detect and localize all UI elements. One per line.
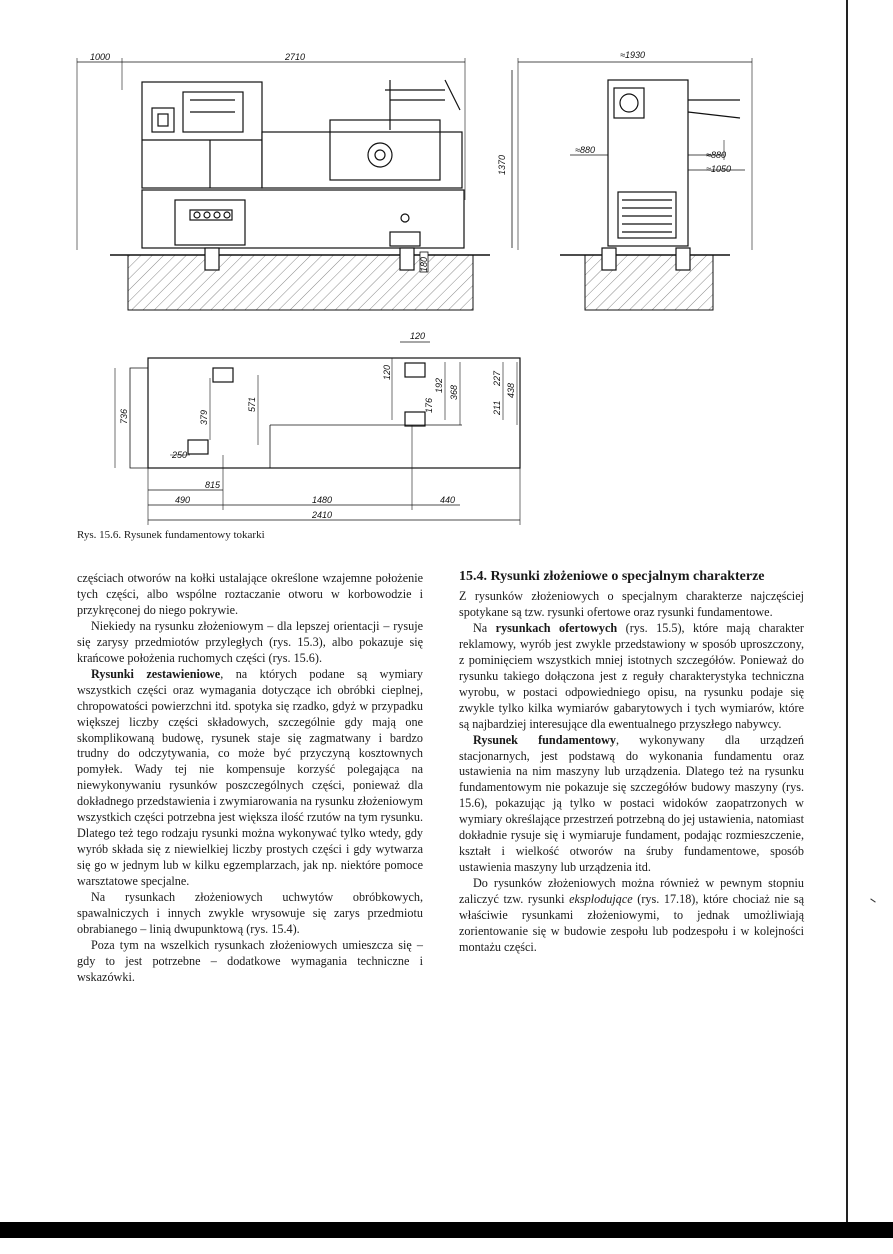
dim-176: 176 xyxy=(424,397,434,413)
dim-1050: ≈1050 xyxy=(706,164,731,174)
term-bold: rysunkach ofertowych xyxy=(495,620,618,635)
dim-227: 227 xyxy=(492,370,502,386)
term-bold: Rysunek fundamentowy xyxy=(473,732,616,747)
dim-880-left: ≈880 xyxy=(575,145,595,155)
side-view xyxy=(512,58,752,310)
dim-440: 440 xyxy=(440,495,456,505)
paragraph: Rysunek fundamentowy, wykonywany dla urządzeń stacjonarnych, jest podstawą do wykonania fundamentu oraz ustawienia na nim maszyny lub urządzenia. Dlatego też na rysunku fundamentowym nie pokazuje się szczegółów budowy maszyny (rys. 15.6), pokazując ją tylko w postaci widoków zaopatrzonych w wymiary określające przestrzeń potrzebną do jej ustawienia, natomiast dokładnie rysuje się i wymiaruje fundament, podając rozmieszczenie, kształt i wielkość otworów na śruby fundamentowe, sposób ustawienia maszyny lub urządzenia itd. xyxy=(459,732,804,875)
section-heading: 15.4. Rysunki złożeniowe o specjalnym charakterze xyxy=(459,569,765,584)
paragraph: Rysunki zestawieniowe, na których podane są wymiary wszystkich części oraz wymagania dotyczące ich obróbki cieplnej, chropowatości powierzchni itd. spotyka się rzadko, gdyż w przypadku większej liczby części składowych, szczególnie gdy mają one skomplikowaną budowę, rysunek staje się zagmatwany i bardzo trudny do odczytywania, co może być przyczyną kosztownych pomyłek. Wady tej nie kompensuje korzyść polegająca na niewykonywaniu rysunków poszczególnych części, ponieważ dla dokładnego przedstawienia i zwymiarowania na rysunku złożeniowym wszystkich części potrzebna jest większa ilość rzutów na tym rysunku. Dlatego też tego rodzaju rysunki można wykonywać tylko wtedy, gdy wyrób składa się z niewielkiej liczby prostych części i gdy wytwarza się go w jednym lub w kilku egzemplarzach, jak np. niektóre pomoce warsztatowe specjalne. xyxy=(77,666,423,889)
left-column xyxy=(77,571,423,986)
dim-192: 192 xyxy=(434,377,444,393)
dim-1370: 1370 xyxy=(497,154,507,175)
dim-1000: 1000 xyxy=(90,52,111,62)
paragraph: Na rysunkach ofertowych (rys. 15.5), które mają charakter reklamowy, wyrób jest zwykle przedstawiony w sposób uproszczony, z pominięciem wszystkich mniej istotnych szczegółów. Ponieważ do rysunku takiego dołączona jest z reguły charakterystyka techniczna wyrobu, w postaci odpowiedniego opisu, na rysunku podaje się zwykle tylko kilka wymiarów gabarytowych i tych wymiarów, które są najbardziej interesujące dla ewentualnego przyszłego nabywcy. xyxy=(459,620,804,731)
dim-379: 379 xyxy=(199,409,209,425)
dim-880-right: ≈880 xyxy=(706,150,726,160)
dim-250: 250 xyxy=(172,450,188,460)
scan-mark xyxy=(870,898,875,902)
dim-490: 490 xyxy=(175,495,191,505)
dim-1480: 1480 xyxy=(312,495,333,505)
dim-211: 211 xyxy=(492,400,502,415)
dim-2710: 2710 xyxy=(285,52,306,62)
dim-120-top: 120 xyxy=(410,331,426,341)
dim-1930: ≈1930 xyxy=(620,50,645,60)
figure-caption: Rys. 15.6. Rysunek fundamentowy tokarki xyxy=(77,529,265,541)
paragraph: Z rysunków złożeniowych o specjalnym charakterze najczęściej spotykane są tzw. rysunki ofertowe oraz rysunki fundamentowe. xyxy=(459,589,804,619)
scan-edge-line xyxy=(846,0,848,1230)
dim-2410: 2410 xyxy=(312,510,333,520)
paragraph: Na rysunkach złożeniowych uchwytów obróbkowych, spawalniczych i innych zwykle wrysowuje się zarys przedmiotu obrabianego – linią dwupunktową (rys. 15.4). xyxy=(77,890,423,936)
dim-571: 571 xyxy=(247,396,257,412)
dim-180: 180 xyxy=(419,256,429,272)
dim-736: 736 xyxy=(119,408,129,424)
lathe-foundation-figure xyxy=(0,0,893,540)
dim-815: 815 xyxy=(205,480,221,490)
paragraph: częściach otworów na kołki ustalające określone wzajemne położenie tych części, albo wspólne roztaczanie otworu w korbowodzie i przykręconej do niego pokrywie. xyxy=(77,571,423,617)
term-bold: Rysunki zestawieniowe xyxy=(91,666,221,681)
paragraph: Niekiedy na rysunku złożeniowym – dla lepszej orientacji – rysuje się zarysy przedmiotów przyległych (rys. 15.3), albo pokazuje się krańcowe położenia ruchomych części (rys. 15.6). xyxy=(77,618,423,665)
paragraph: Do rysunków złożeniowych można również w pewnym stopniu zaliczyć tzw. rysunki eksplodujące (rys. 17.18), które chociaż nie są właściwie rysunkami złożeniowymi, to jednak umożliwiają zorientowanie się w budowie zespołu lub podzespołu i w kolejności montażu części. xyxy=(459,876,805,954)
dim-368: 368 xyxy=(449,384,459,400)
term-italic: eksplodujące xyxy=(569,892,633,907)
right-column xyxy=(459,568,804,956)
scan-bottom-bar xyxy=(0,1222,893,1238)
dim-120-vert: 120 xyxy=(382,364,392,380)
paragraph: Poza tym na wszelkich rysunkach złożeniowych umieszcza się – gdy to jest potrzebne – dodatkowe wymagania techniczne i wskazówki. xyxy=(77,937,423,984)
dim-438: 438 xyxy=(506,382,516,398)
